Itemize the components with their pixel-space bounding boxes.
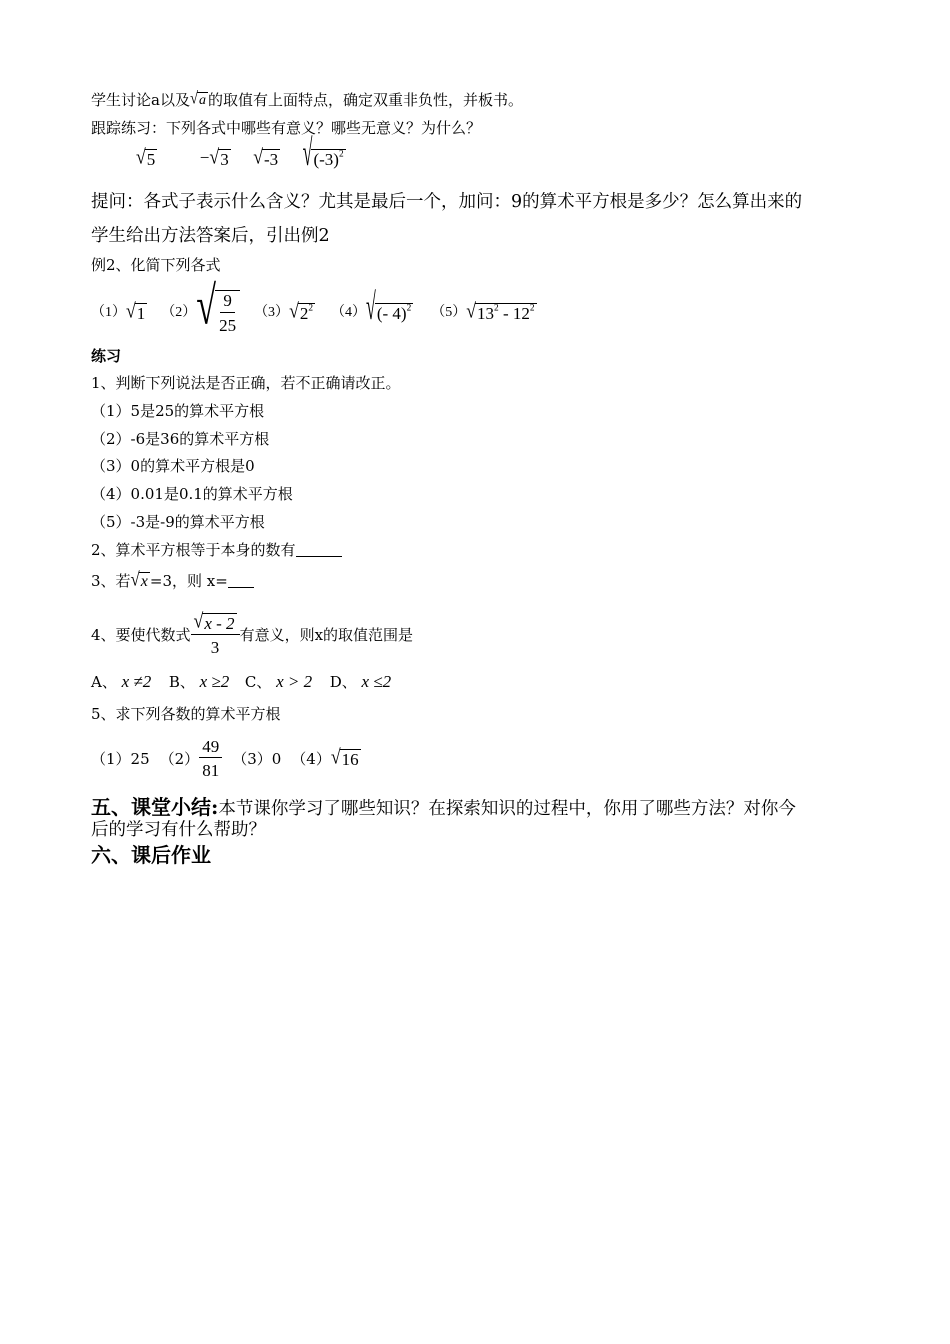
practice-q5-items: （1）25 （2） $\frac{49}{81}$ （3）0 （4） √ 16 bbox=[91, 736, 359, 781]
sqrt-16: √ 16 bbox=[330, 744, 359, 769]
example2-expressions bbox=[91, 275, 537, 338]
answer-blank[interactable] bbox=[296, 540, 342, 557]
practice-q1-item: （4）0.01是0.1的算术平方根 bbox=[91, 485, 293, 503]
intro-text-a: 学生讨论a以及 bbox=[91, 91, 190, 109]
sqrt-neg-3-squared: √ $(-3)^2$ bbox=[302, 131, 344, 174]
sqrt-neg-4-squared: √ (- 4)$^2$ bbox=[366, 284, 412, 327]
practice-q2: 2、算术平方根等于本身的数有 bbox=[91, 540, 342, 560]
practice-q4-options: A、 x ≠2 B、 x ≥2 C、 x > 2 D、 x ≤2 bbox=[91, 672, 392, 691]
homework-heading: 六、课后作业 bbox=[91, 843, 211, 867]
practice-q1-item: （1）5是25的算术平方根 bbox=[91, 402, 265, 420]
track-expressions bbox=[136, 131, 346, 174]
intro-line bbox=[91, 90, 523, 110]
label-1: （1） bbox=[91, 305, 126, 320]
fraction-sqrt-x-minus-2-over-3: √ x - 2 3 bbox=[191, 612, 240, 658]
summary-line-1: 五、课堂小结:本节课你学习了哪些知识？在探索知识的过程中，你用了哪些方法？对你今 bbox=[91, 795, 796, 819]
option-d[interactable]: x ≤2 bbox=[361, 672, 392, 691]
question-line-2: 学生给出方法答案后，引出例2 bbox=[91, 226, 330, 246]
sqrt-3: √ 3 bbox=[209, 144, 229, 169]
practice-heading: 练习 bbox=[91, 347, 122, 365]
label-3: （3） bbox=[254, 305, 290, 320]
label-2: （2） bbox=[161, 305, 197, 320]
label-4: （4） bbox=[331, 305, 367, 320]
practice-q1-item: （2）-6是36的算术平方根 bbox=[91, 430, 270, 448]
minus-sign: − bbox=[199, 148, 210, 167]
practice-q1-item: （5）-3是-9的算术平方根 bbox=[91, 513, 265, 531]
sqrt-13sq-minus-12sq: √ $13^2 - 12^2$ bbox=[466, 298, 535, 323]
summary-line-2: 后的学习有什么帮助？ bbox=[91, 820, 266, 840]
option-c[interactable]: x > 2 bbox=[276, 672, 313, 691]
summary-heading: 五、课堂小结: bbox=[91, 795, 219, 819]
answer-blank[interactable] bbox=[228, 571, 254, 588]
fraction-49-over-81: $\frac{49}{81}$ bbox=[199, 737, 222, 782]
sqrt-9-over-25: √ $\frac{9}{25}$ bbox=[196, 290, 240, 336]
intro-text-b: 的取值有上面特点，确定双重非负性，并板书。 bbox=[208, 91, 524, 109]
sqrt-1: √ 1 bbox=[126, 298, 146, 323]
label-5: （5） bbox=[431, 305, 467, 320]
practice-q1-item: （3）0的算术平方根是0 bbox=[91, 457, 255, 475]
track-practice-title: 跟踪练习：下列各式中哪些有意义？哪些无意义？为什么？ bbox=[91, 119, 482, 137]
practice-q5: 5、求下列各数的算术平方根 bbox=[91, 705, 281, 723]
option-b[interactable]: x ≥2 bbox=[199, 672, 230, 691]
practice-q4: 4、要使代数式 √ x - 2 3 有意义，则x的取值范围是 bbox=[91, 609, 414, 657]
sqrt-a: √ a bbox=[189, 90, 207, 109]
practice-q3: 3、若 √ x =3，则 x= bbox=[91, 571, 254, 592]
sqrt-neg-3: √ -3 bbox=[253, 144, 279, 169]
sqrt-x: √ x bbox=[130, 568, 148, 591]
sqrt-5: √ 5 bbox=[136, 144, 156, 169]
question-line-1: 提问：各式子表示什么含义？尤其是最后一个，加问：9的算术平方根是多少？怎么算出来的 bbox=[91, 192, 803, 212]
sqrt-2-squared: √ $2^2$ bbox=[289, 298, 314, 323]
practice-q1: 1、判断下列说法是否正确，若不正确请改正。 bbox=[91, 374, 401, 392]
example2-title: 例2、化简下列各式 bbox=[91, 256, 221, 274]
option-a[interactable]: x ≠2 bbox=[121, 672, 152, 691]
